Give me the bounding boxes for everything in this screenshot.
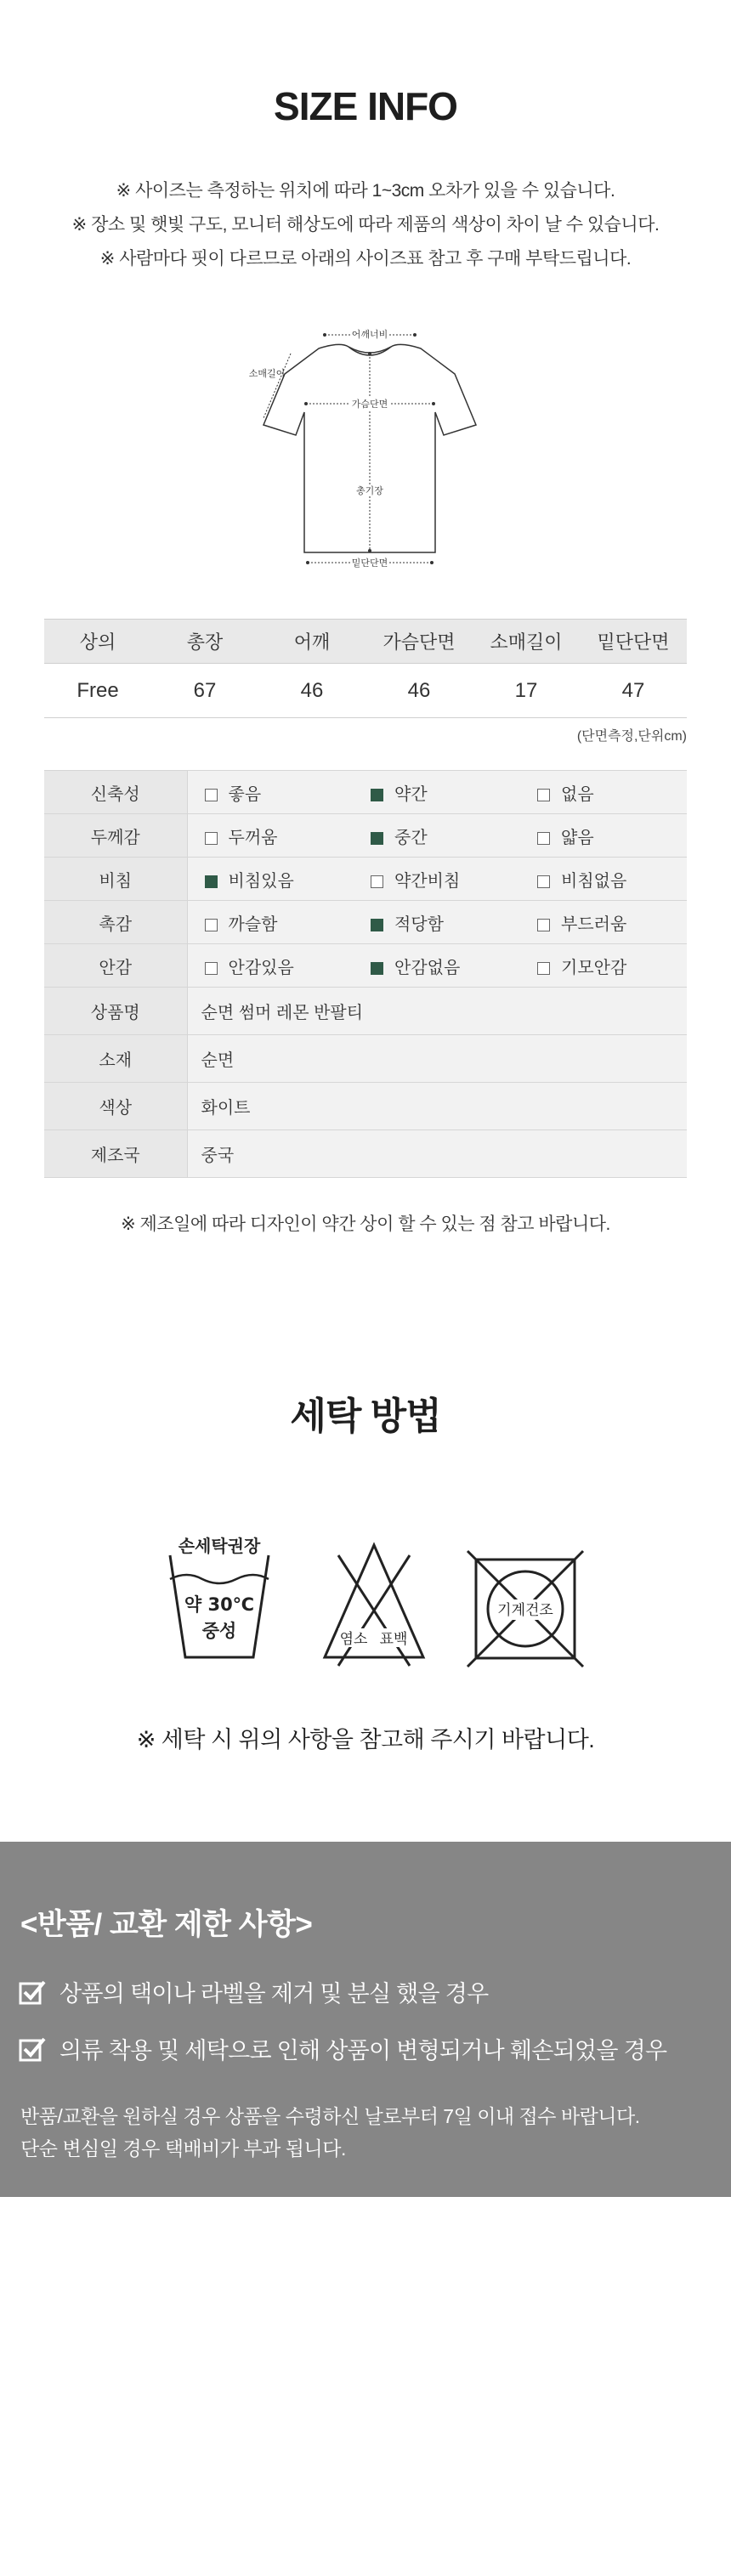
return-restriction-text: 의류 착용 및 세탁으로 인해 상품이 변형되거나 훼손되었을 경우 <box>60 2038 667 2064</box>
product-info-value: 순면 썸머 레몬 반팔티 <box>187 988 687 1035</box>
checkbox-icon <box>537 789 550 801</box>
product-info-label: 제조국 <box>44 1130 187 1178</box>
return-restriction-item <box>19 1975 489 2008</box>
checkbox-icon <box>371 789 383 801</box>
size-table <box>44 619 687 718</box>
diagram-label-hem: 밑단단면 <box>351 558 388 569</box>
checkbox-icon <box>205 919 218 931</box>
attribute-option <box>354 901 520 944</box>
hand-wash-icon <box>170 1536 269 1657</box>
attribute-option <box>520 771 687 814</box>
attribute-option <box>187 814 354 858</box>
diagram-label-chest: 가슴단면 <box>351 399 388 410</box>
size-note: ※ 사람마다 핏이 다르므로 아래의 사이즈표 참고 후 구매 부탁드립니다. <box>99 249 632 269</box>
attribute-label: 촉감 <box>44 901 187 944</box>
attribute-option <box>354 814 520 858</box>
size-note: ※ 장소 및 햇빛 구도, 모니터 해상도에 따라 제품의 색상이 차이 날 수 있습니다. <box>71 215 660 235</box>
checkbox-icon <box>205 875 218 888</box>
option-label: 안감없음 <box>394 958 461 977</box>
option-label: 안감있음 <box>228 958 294 977</box>
option-label: 약간비침 <box>394 871 461 891</box>
product-info-row <box>44 1083 687 1130</box>
diagram-label-length: 총기장 <box>356 485 383 496</box>
product-info-value: 화이트 <box>187 1083 687 1130</box>
option-label: 까슬함 <box>228 914 278 934</box>
checkbox-icon <box>537 919 550 931</box>
product-info-label: 상품명 <box>44 988 187 1035</box>
size-cell: 46 <box>366 664 473 718</box>
checkbox-icon <box>371 962 383 975</box>
option-label: 기모안감 <box>561 958 627 977</box>
hand-wash-top-text: 손세탁권장 <box>178 1536 261 1556</box>
attribute-label: 두께감 <box>44 814 187 858</box>
size-cell: 67 <box>151 664 258 718</box>
hand-wash-temp: 약 30℃ <box>184 1594 255 1615</box>
no-bleach-icon <box>325 1545 423 1666</box>
size-table-header: 어깨 <box>258 620 366 664</box>
diagram-label-sleeve: 소매길이 <box>248 368 286 379</box>
checkbox-icon <box>371 919 383 931</box>
checkbox-icon <box>205 789 218 801</box>
checkbox-icon <box>205 962 218 975</box>
option-label: 없음 <box>561 784 594 804</box>
unit-note: (단면측정,단위cm) <box>576 729 687 744</box>
product-info-label: 색상 <box>44 1083 187 1130</box>
hand-wash-detergent: 중성 <box>201 1621 237 1641</box>
attribute-option <box>187 771 354 814</box>
attribute-label: 안감 <box>44 944 187 988</box>
option-label: 좋음 <box>228 784 262 804</box>
no-bleach-text-left: 염소 <box>339 1631 368 1648</box>
checkbox-icon <box>537 962 550 975</box>
attribute-row <box>44 901 687 944</box>
attribute-option <box>354 771 520 814</box>
no-tumble-dry-text: 기계건조 <box>497 1602 553 1619</box>
attribute-option <box>520 944 687 988</box>
checkbox-icon <box>205 832 218 845</box>
size-cell: Free <box>44 664 151 718</box>
attribute-row <box>44 858 687 901</box>
design-variation-note: ※ 제조일에 따라 디자인이 약간 상이 할 수 있는 점 참고 바랍니다. <box>121 1214 610 1234</box>
washing-title: 세탁 방법 <box>290 1396 441 1437</box>
attribute-row <box>44 814 687 858</box>
attribute-row <box>44 944 687 988</box>
return-policy-title: <반품/ 교환 제한 사항> <box>20 1908 313 1941</box>
size-table-header: 소매길이 <box>473 620 580 664</box>
option-label: 중간 <box>394 828 428 847</box>
checkbox-checked-icon <box>19 1979 46 2005</box>
attribute-row <box>44 771 687 814</box>
size-cell: 47 <box>580 664 687 718</box>
attribute-label: 신축성 <box>44 771 187 814</box>
attribute-option <box>520 858 687 901</box>
size-table-header: 가슴단면 <box>366 620 473 664</box>
product-info-label: 소재 <box>44 1035 187 1083</box>
size-cell: 17 <box>473 664 580 718</box>
attribute-table <box>44 770 687 1178</box>
attribute-option <box>520 901 687 944</box>
product-info-value: 순면 <box>187 1035 687 1083</box>
attribute-label: 비침 <box>44 858 187 901</box>
option-label: 약간 <box>394 784 428 804</box>
tshirt-measurement-diagram <box>246 323 493 578</box>
attribute-option <box>187 901 354 944</box>
return-policy-section <box>0 1842 731 2197</box>
table-row <box>44 664 687 718</box>
size-table-header: 밑단단면 <box>580 620 687 664</box>
option-label: 부드러움 <box>561 914 627 934</box>
return-note: 단순 변심일 경우 택배비가 부과 됩니다. <box>20 2137 346 2160</box>
attribute-option <box>354 944 520 988</box>
return-note: 반품/교환을 원하실 경우 상품을 수령하신 날로부터 7일 이내 접수 바랍니다. <box>20 2105 640 2127</box>
product-info-row <box>44 1130 687 1178</box>
checkbox-icon <box>371 832 383 845</box>
return-restriction-text: 상품의 택이나 라벨을 제거 및 분실 했을 경우 <box>60 1981 489 2007</box>
size-info-title: SIZE INFO <box>274 84 457 128</box>
size-cell: 46 <box>258 664 366 718</box>
product-info-row <box>44 988 687 1035</box>
product-info-value: 중국 <box>187 1130 687 1178</box>
size-table-header: 총장 <box>151 620 258 664</box>
attribute-option <box>520 814 687 858</box>
washing-icons <box>153 1530 595 1674</box>
option-label: 비침없음 <box>561 871 627 891</box>
return-restriction-item <box>19 2032 666 2065</box>
checkbox-icon <box>371 875 383 888</box>
option-label: 비침있음 <box>228 871 294 891</box>
no-bleach-text-right: 표백 <box>379 1631 408 1648</box>
size-table-header-row <box>44 620 687 664</box>
size-notes <box>0 174 731 276</box>
attribute-option <box>187 944 354 988</box>
washing-note: ※ 세탁 시 위의 사항을 참고해 주시기 바랍니다. <box>136 1727 595 1752</box>
checkbox-icon <box>537 832 550 845</box>
product-info-row <box>44 1035 687 1083</box>
option-label: 얇음 <box>561 828 594 847</box>
option-label: 적당함 <box>394 914 444 934</box>
attribute-option <box>187 858 354 901</box>
size-note: ※ 사이즈는 측정하는 위치에 따라 1~3cm 오차가 있을 수 있습니다. <box>116 181 615 201</box>
checkbox-checked-icon <box>19 2036 46 2062</box>
option-label: 두꺼움 <box>228 828 278 847</box>
no-tumble-dry-icon <box>468 1551 583 1667</box>
size-table-header: 상의 <box>44 620 151 664</box>
attribute-option <box>354 858 520 901</box>
diagram-label-shoulder: 어깨너비 <box>351 329 388 340</box>
checkbox-icon <box>537 875 550 888</box>
